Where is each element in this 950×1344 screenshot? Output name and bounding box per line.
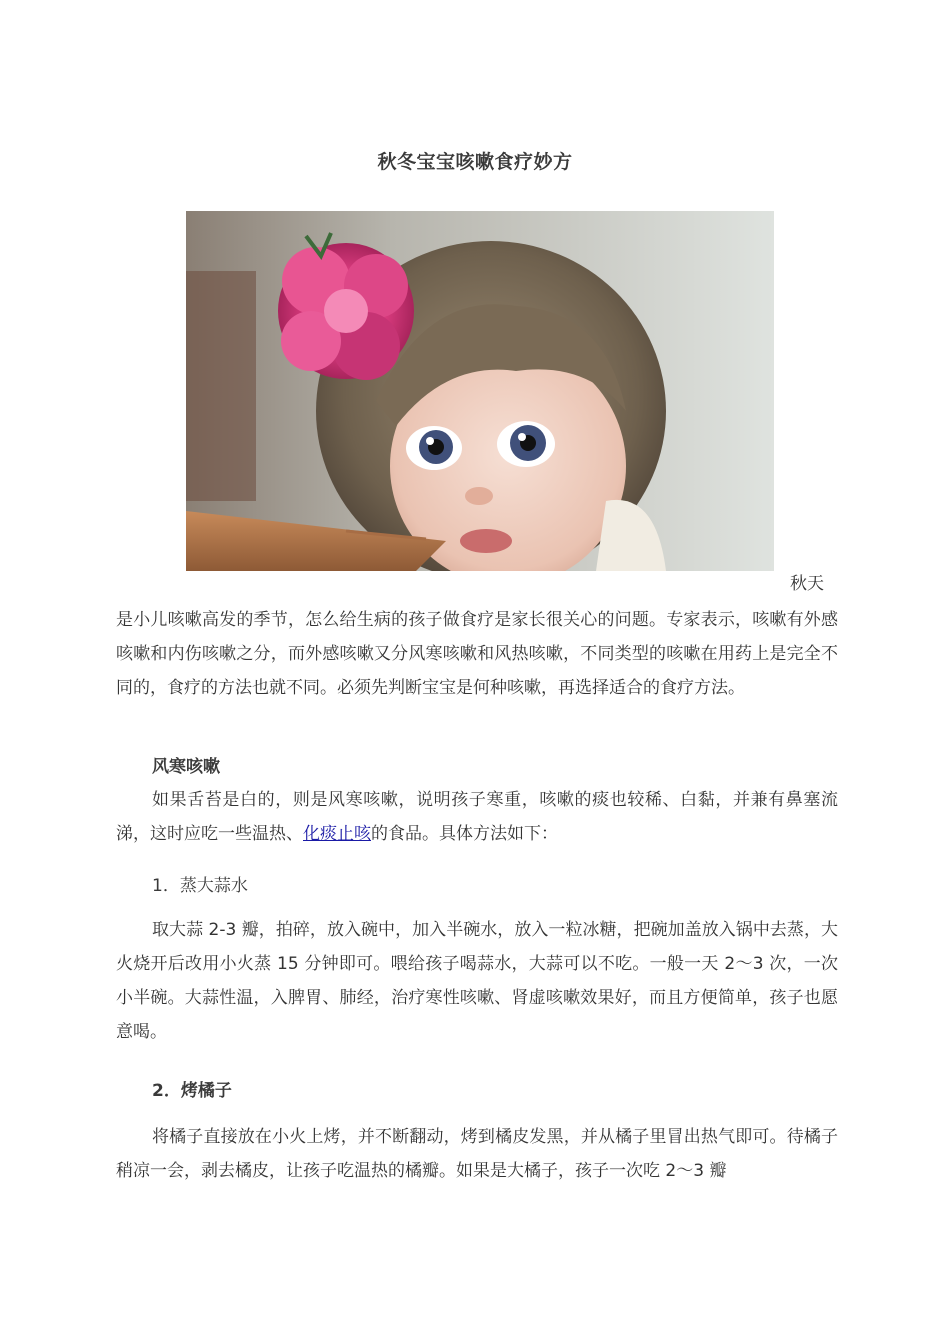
item1-body: 取大蒜 2-3 瓣，拍碎，放入碗中，加入半碗水，放入一粒冰糖，把碗加盖放入锅中去蒸，大火烧开后改用小火蒸 15 分钟即可。喂给孩子喝蒜水，大蒜可以不吃。一般一天 2～3 次，一次小半碗。大蒜性温，入脾胃、肺经，治疗寒性咳嗽、肾虚咳嗽效果好，而且方便简单，孩子也愿意喝。 xyxy=(116,920,838,1042)
section1-paragraph xyxy=(116,783,838,851)
image-caption-tail: 秋天 xyxy=(790,574,824,594)
intro-paragraph: 是小儿咳嗽高发的季节，怎么给生病的孩子做食疗是家长很关心的问题。专家表示，咳嗽有外感咳嗽和内伤咳嗽之分，而外感咳嗽又分风寒咳嗽和风热咳嗽，不同类型的咳嗽在用药上是完全不同的，食疗的方法也就不同。必须先判断宝宝是何种咳嗽，再选择适合的食疗方法。 xyxy=(116,610,838,698)
section-heading-wind-cold: 风寒咳嗽 xyxy=(152,757,220,777)
section1-text-after-link: 的食品。具体方法如下： xyxy=(371,824,558,844)
section1-text-before-link: 如果舌苔是白的，则是风寒咳嗽，说明孩子寒重，咳嗽的痰也较稀、白黏，并兼有鼻塞流涕，这时应吃一些温热、 xyxy=(116,790,838,844)
item1-heading: 1．蒸大蒜水 xyxy=(152,876,248,896)
child-with-flower-photo xyxy=(186,211,774,571)
item2-body: 将橘子直接放在小火上烤，并不断翻动，烤到橘皮发黑，并从橘子里冒出热气即可。待橘子稍凉一会，剥去橘皮，让孩子吃温热的橘瓣。如果是大橘子，孩子一次吃 2～3 瓣 xyxy=(116,1127,838,1181)
document-title: 秋冬宝宝咳嗽食疗妙方 xyxy=(377,151,573,173)
item2-heading: 2．烤橘子 xyxy=(152,1081,232,1101)
phlegm-cough-link[interactable]: 化痰止咳 xyxy=(303,824,371,844)
